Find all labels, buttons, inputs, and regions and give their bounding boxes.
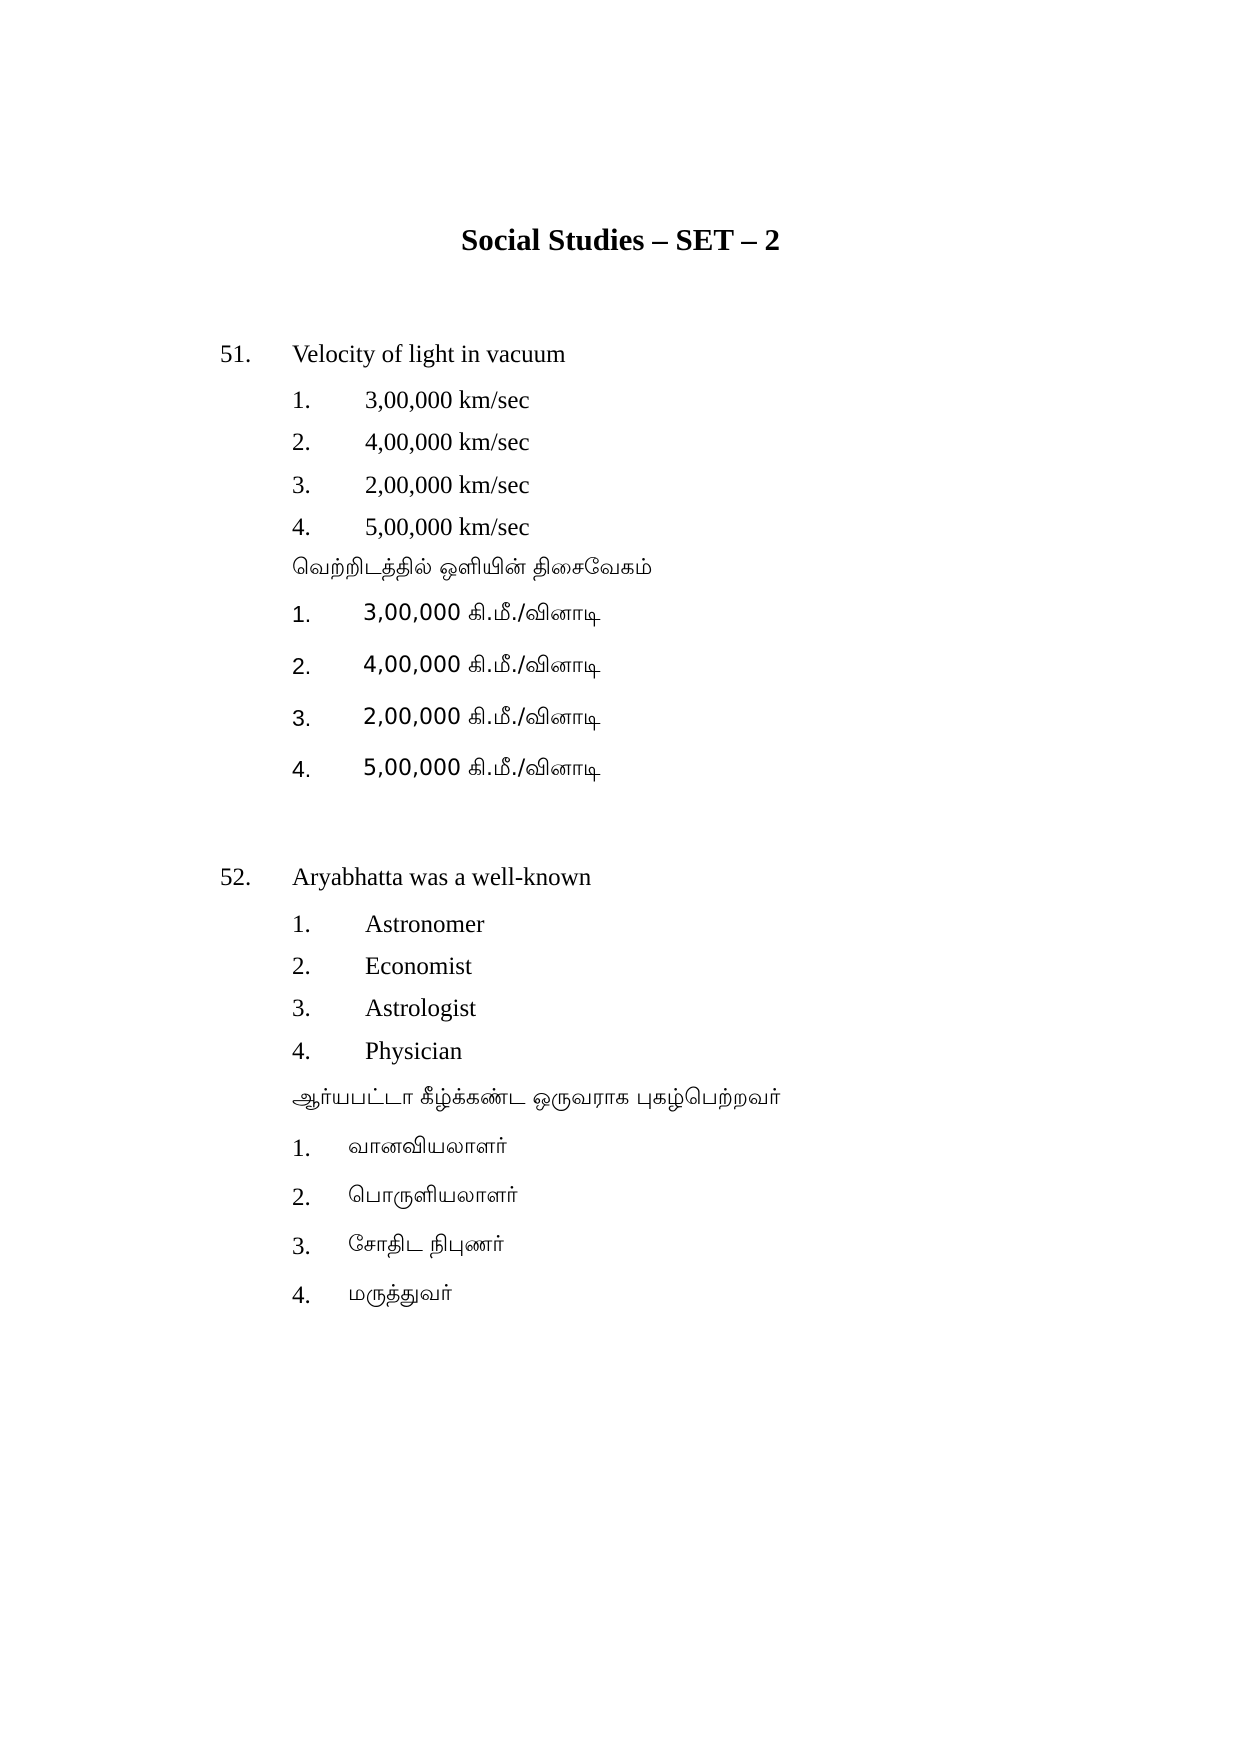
q52-ta-option-3-text: சோதிட நிபுணர் (348, 1232, 504, 1257)
question-51-number: 51. (220, 341, 252, 368)
q52-ta-option-1-text: வானவியலாளர் (348, 1134, 507, 1159)
q51-ta-option-3-number: 3. (292, 705, 312, 731)
q52-ta-option-2-number: 2. (292, 1184, 311, 1211)
q51-ta-option-4-number: 4. (292, 756, 312, 782)
q51-option-3-text: 2,00,000 km/sec (365, 472, 530, 499)
q51-ta-option-3-text: 2,00,000 கி.மீ./வினாடி (363, 705, 601, 730)
q51-option-2-number: 2. (292, 429, 311, 456)
q52-ta-option-3-number: 3. (292, 1233, 311, 1260)
q52-option-3-text: Astrologist (365, 995, 477, 1022)
q51-ta-option-4-text: 5,00,000 கி.மீ./வினாடி (363, 756, 601, 781)
q52-option-4-text: Physician (365, 1038, 463, 1065)
q51-option-3-number: 3. (292, 472, 311, 499)
q52-option-1-text: Astronomer (365, 911, 485, 938)
q51-option-4-number: 4. (292, 514, 311, 541)
q52-option-1-number: 1. (292, 911, 311, 938)
q51-ta-option-1-number: 1. (292, 601, 312, 627)
question-51-text-ta: வெற்றிடத்தில் ஒளியின் திசைவேகம் (292, 555, 653, 580)
q52-ta-option-4-text: மருத்துவர் (348, 1281, 453, 1306)
q51-option-1-text: 3,00,000 km/sec (365, 387, 530, 414)
question-52-number: 52. (220, 864, 252, 891)
q51-option-1-number: 1. (292, 387, 311, 414)
question-52-text-ta: ஆர்யபட்டா கீழ்க்கண்ட ஒருவராக புகழ்பெற்றவர் (292, 1085, 781, 1110)
q52-option-4-number: 4. (292, 1038, 311, 1065)
q52-ta-option-4-number: 4. (292, 1282, 311, 1309)
question-51-text-en: Velocity of light in vacuum (292, 341, 566, 368)
q52-option-3-number: 3. (292, 995, 311, 1022)
q51-ta-option-1-text: 3,00,000 கி.மீ./வினாடி (363, 601, 601, 626)
q52-option-2-number: 2. (292, 953, 311, 980)
q51-option-2-text: 4,00,000 km/sec (365, 429, 530, 456)
q52-ta-option-2-text: பொருளியலாளர் (348, 1183, 518, 1208)
q52-option-2-text: Economist (365, 953, 472, 980)
q51-ta-option-2-text: 4,00,000 கி.மீ./வினாடி (363, 653, 601, 678)
q51-option-4-text: 5,00,000 km/sec (365, 514, 530, 541)
page-title: Social Studies – SET – 2 (461, 222, 780, 257)
q51-ta-option-2-number: 2. (292, 653, 312, 679)
q52-ta-option-1-number: 1. (292, 1135, 311, 1162)
question-52-text-en: Aryabhatta was a well-known (292, 864, 592, 891)
